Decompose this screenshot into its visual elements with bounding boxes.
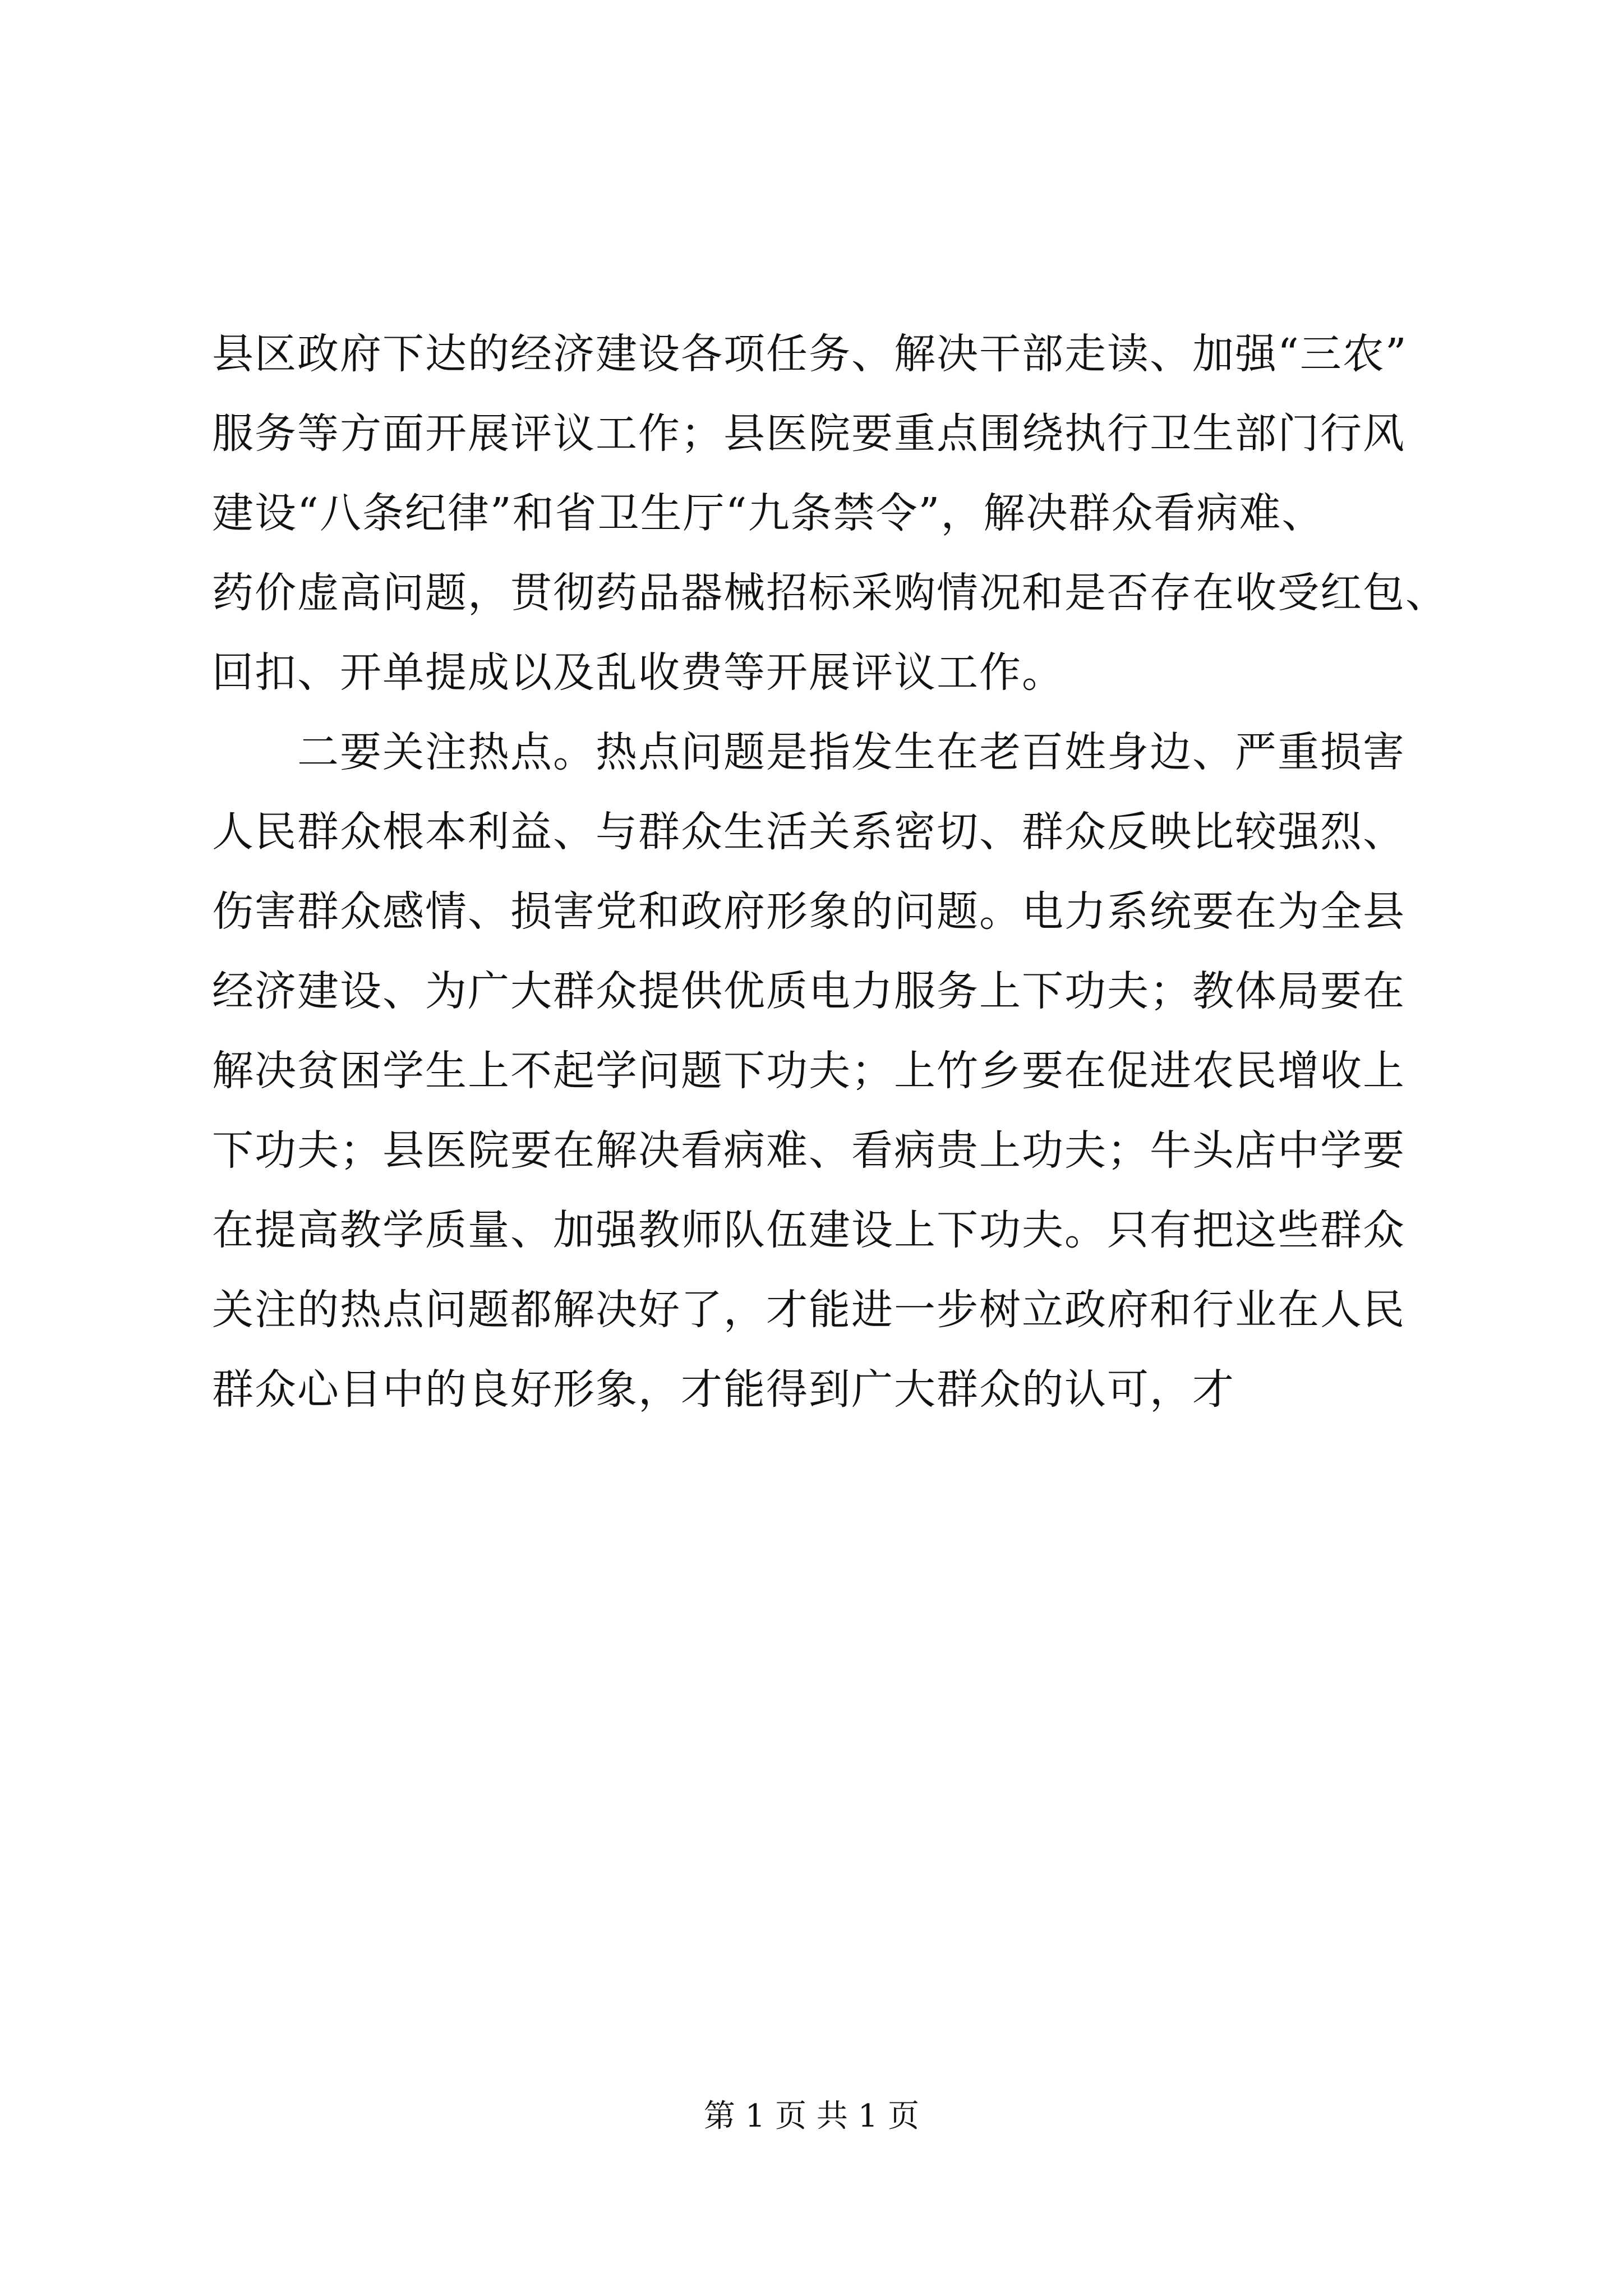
text-line: 下功夫；县医院要在解决看病难、看病贵上功夫；牛头店中学要: [212, 1126, 1405, 1175]
text-line: 服务等方面开展评议工作；县医院要重点围绕执行卫生部门行风: [212, 409, 1405, 458]
text-line: 经济建设、为广大群众提供优质电力服务上下功夫；教体局要在: [212, 967, 1405, 1015]
text-line: 县区政府下达的经济建设各项任务、解决干部走读、加强“三农”: [212, 330, 1408, 378]
text-line: 二要关注热点。热点问题是指发生在老百姓身边、严重损害: [212, 728, 1405, 776]
text-line: 在提高教学质量、加强教师队伍建设上下功夫。只有把这些群众: [212, 1206, 1405, 1254]
page-footer: 第 1 页 共 1 页: [703, 2098, 920, 2134]
text-line: 解决贫困学生上不起学问题下功夫；上竹乡要在促进农民增收上: [212, 1047, 1405, 1095]
text-line: 回扣、开单提成以及乱收费等开展评议工作。: [212, 648, 1064, 697]
body-text: [212, 314, 1448, 1429]
text-line: 群众心目中的良好形象，才能得到广大群众的认可，才: [212, 1365, 1235, 1414]
text-line: 建设“八条纪律”和省卫生厅“九条禁令”，解决群众看病难、: [212, 489, 1325, 537]
text-line: 药价虚高问题，贯彻药品器械招标采购情况和是否存在收受红包、: [212, 569, 1448, 617]
text-line: 关注的热点问题都解决好了，才能进一步树立政府和行业在人民: [212, 1286, 1405, 1334]
text-line: 人民群众根本利益、与群众生活关系密切、群众反映比较强烈、: [212, 808, 1405, 856]
text-line: 伤害群众感情、损害党和政府形象的问题。电力系统要在为全县: [212, 887, 1405, 936]
